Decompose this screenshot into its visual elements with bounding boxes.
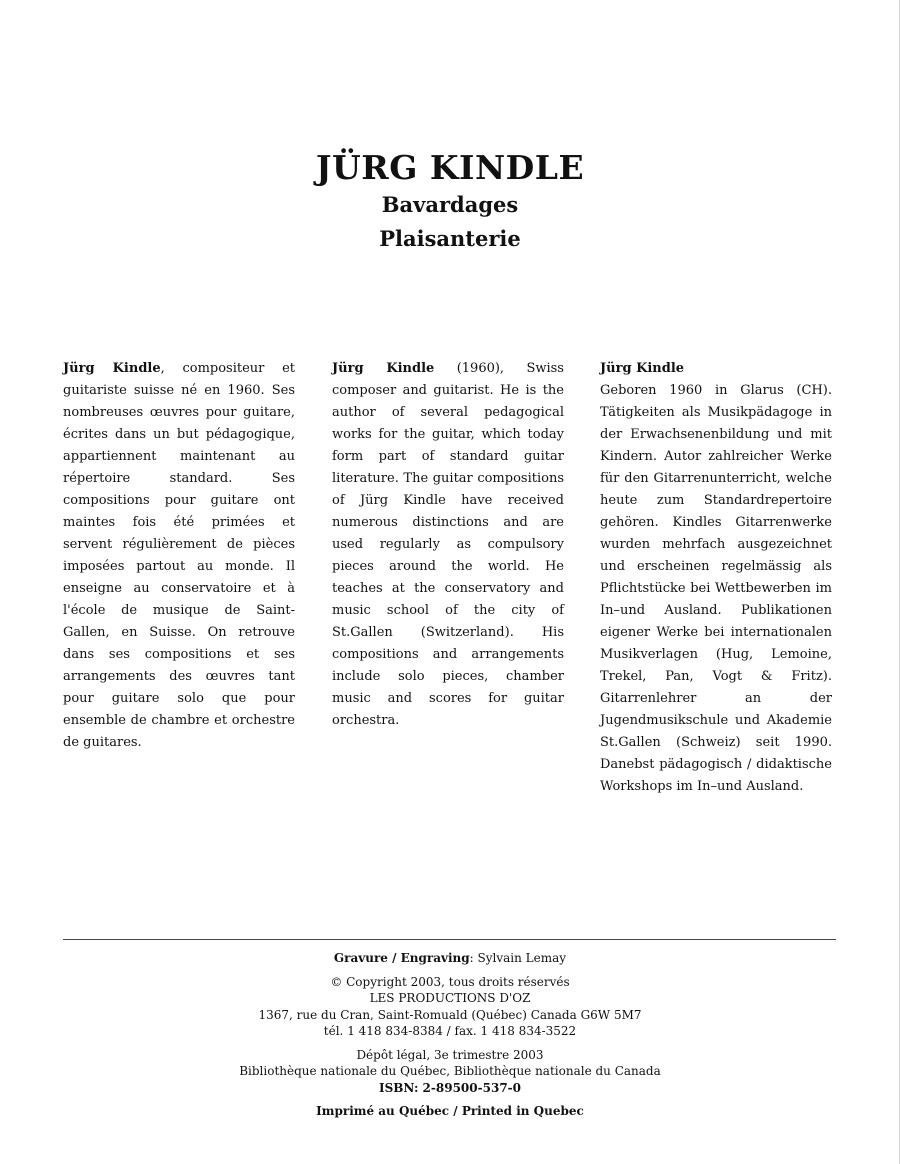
national-libraries: Bibliothèque nationale du Québec, Bibliothèque nationale du Canada (239, 1064, 661, 1078)
publication-credits (0, 950, 900, 1120)
composer-title: JÜRG KINDLE (315, 148, 585, 187)
biography-name: Jürg Kindle (332, 361, 435, 376)
publisher-address: 1367, rue du Cran, Saint-Romuald (Québec) Canada G6W 5M7 (258, 1007, 642, 1022)
piece-title-plaisanterie: Plaisanterie (379, 226, 521, 251)
biography-text: (1960), Swiss composer and guitarist. He is the author of several pedagogical works for the guitar, which today form part of standard guitar literature. The guitar compositions of Jürg Kindle have received numerous distinctions and are used regularly as compulsory pieces around the world. He teaches at the conservatory and music school of the city of St.Gallen (Switzerland). His compositions and arrangements include solo pieces, chamber music and scores for guitar orchestra. (332, 361, 564, 728)
biography-name: Jürg Kindle (600, 361, 685, 376)
engraver-name: : Sylvain Lemay (469, 951, 567, 965)
engraving-label: Gravure / Engraving (333, 951, 470, 965)
isbn-text: ISBN: 2-89500-537-0 (378, 1080, 521, 1095)
biography-text: , compositeur et guitariste suisse né en 1960. Ses nombreuses œuvres pour guitare, écrites dans un but pédagogique, appartiennent maintenant au répertoire standard. Ses compositions pour guitare ont maintes fois été primées et servent régulièrement de pièces imposées partout au monde. Il enseigne au conservatoire et à l'école de musique de Saint-Gallen, en Suisse. On retrouve dans ses compositions et ses arrangements des œuvres tant pour guitare solo que pour ensemble de chambre et orchestre de guitares. (63, 361, 295, 750)
divider-rule (63, 939, 836, 940)
copyright-line: © Copyright 2003, tous droits réservés (330, 974, 570, 989)
printed-in-text: Imprimé au Québec / Printed in Quebec (316, 1104, 584, 1118)
biography-german (600, 358, 832, 798)
legal-deposit: Dépôt légal, 3e trimestre 2003 (356, 1047, 544, 1062)
publisher-name: LES PRODUCTIONS D'OZ (369, 991, 531, 1005)
piece-title-bavardages: Bavardages (381, 192, 519, 217)
engraving-credit (0, 950, 900, 967)
isbn (0, 1080, 900, 1097)
title-block (0, 148, 900, 256)
publisher-contact: tél. 1 418 834-8384 / fax. 1 418 834-3522 (323, 1024, 577, 1038)
printed-in (0, 1103, 900, 1120)
biography-name: Jürg Kindle (63, 361, 161, 376)
biography-french (63, 358, 295, 754)
biography-english (332, 358, 564, 732)
biography-text: Geboren 1960 in Glarus (CH). Tätigkeiten als Musikpädagoge in der Erwachsenenbildung und mit Kindern. Autor zahlreicher Werke für den Gitarrenunterricht, welche heute zum Standardrepertoire gehören. Kindles Gitarrenwerke wurden mehrfach ausgezeichnet und erscheinen regelmässig als Pflichtstücke bei Wettbewerben im In–und Ausland. Publikationen eigener Werke bei internationalen Musikverlagen (Hug, Lemoine, Trekel, Pan, Vogt & Fritz). Gitarrenlehrer an der Jugendmusikschule und Akademie St.Gallen (Schweiz) seit 1990. Danebst pädagogisch / didaktische Workshops im In–und Ausland. (600, 383, 832, 794)
